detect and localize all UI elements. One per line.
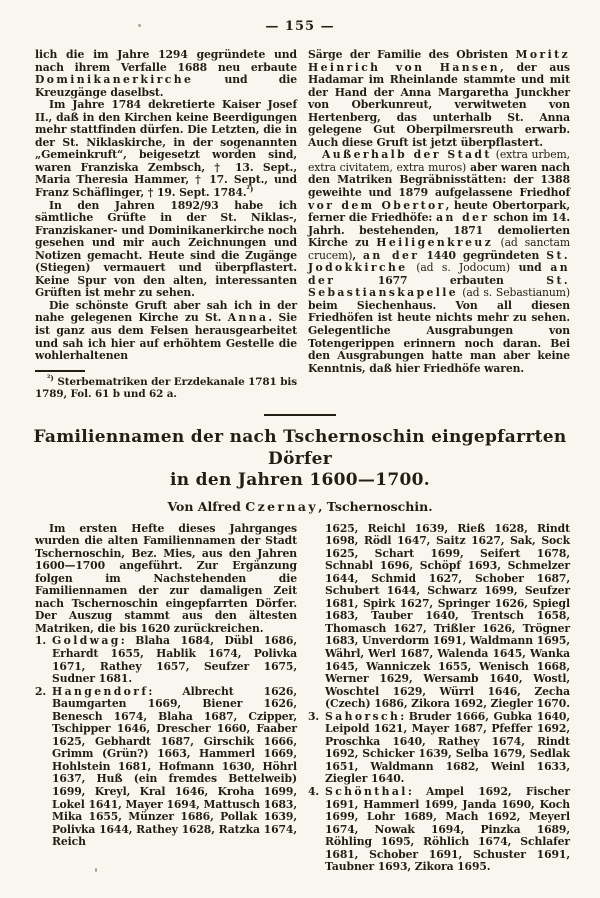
text-run: Von Alfred [167, 498, 246, 514]
article2-left-column [35, 523, 297, 898]
letterspaced-name: Hangendorf [52, 684, 149, 698]
text-run: : Albrecht 1626, Baumgarten 1669, Biener 1626, Benesch 1674, Blaha 1687, Czipper, Tschipper 1646, Drescher 1660, Faaber 1625, Gebhardt 1687, Girschik 1666, Grimm (Grün?) 1663, Hammerl 1669, Hohlstein 1681, Hofmann 1630, Höhrl 1637, Huß (ein fremdes Bettelweib) 1699, Kreyl, Kral 1646, Kroha 1699, Lokel 1641, Mayer 1694, Mattusch 1683, Mika 1655, Münzer 1686, Pollak 1639, Polivka 1644, Rathey 1628, Ratzka 1674, Reich [52, 684, 297, 849]
list-item-number: 2. [35, 684, 47, 698]
letterspaced-name: an der [436, 211, 490, 225]
article2-title [0, 427, 600, 492]
text-run: In den Jahren 1892/93 habe ich sämtliche Grüfte in der St. Niklas-, Franziskaner- und Dominikanerkirche noch gesehen und mir auch Zeichnungen und Notizen gemacht. Heute sind die Zugänge (Stiegen) vermauert und überpflastert. Keine Spur von den alten, interessanten Grüften ist mehr zu sehen. [35, 198, 297, 300]
list-item-number: 1. [35, 634, 47, 648]
latin-phrase: (ad sanctam crucem) [308, 236, 570, 262]
paragraph [308, 149, 570, 375]
article2-title-line2: in den Jahren 1600—1700. [170, 470, 430, 490]
list-item-text [35, 98, 297, 199]
letterspaced-name: vor dem Obertor [308, 198, 446, 212]
footnote-marker: ²) [246, 184, 254, 194]
text-run: Im Jahre 1784 dekretierte Kaiser Josef II., daß in den Kirchen keine Beerdigungen mehr stattfinden dürfen. Die Letzten, die in der St. Niklaskirche, in der sogenannten „Gemeinkruft“, beigesetzt worden sind, waren Franziska Zembsch, † 13. Sept., Maria Theresia Hammer, † 17. Sept., und Franz Schäflinger, † 19. Sept. 1784. [35, 98, 297, 200]
list-item [35, 635, 297, 685]
footnote-text [35, 373, 297, 400]
text-run: : Bruder 1666, Gubka 1640, Leipold 1621, Mayer 1687, Pfeffer 1692, Proschka 1640, Rathey 1674, Rindt 1692, Schicker 1639, Selba 1679, Sedlak 1651, Waldmann 1682, Weinl 1633, Ziegler 1640. [325, 709, 570, 786]
list-item-text [35, 523, 297, 635]
list-item-text [52, 634, 297, 685]
letterspaced-name: Heiligenkreuz [376, 236, 494, 250]
text-run: , [352, 248, 363, 262]
footnote-separator-rule [35, 370, 85, 372]
text-run: Die schönste Gruft aber sah ich in der nahe gelegenen Kirche zu St. [35, 298, 297, 325]
footnote [35, 373, 297, 400]
list-item [308, 711, 570, 786]
list-item-continuation [308, 523, 570, 711]
list-item-text [35, 49, 297, 99]
text-run [408, 261, 417, 274]
letterspaced-name: Sahorsch [325, 709, 401, 723]
article1-right-text [308, 49, 570, 375]
text-run: beim Siechenhaus. Von all diesen Friedhöfen ist heute nichts mehr zu sehen. Gelegentliche Ausgrabungen von Totengerippen erinnern noch daran. Bei den Ausgrabungen hatte man aber keine Kenntnis, daß hier Friedhöfe waren. [308, 298, 570, 375]
paragraph [308, 49, 570, 149]
article1-left-text [35, 49, 297, 363]
text-run: und die Kreuzgänge daselbst. [35, 73, 297, 99]
text-run: lich die im Jahre 1294 gegründete und nach ihrem Verfalle 1688 neu erbaute [35, 49, 297, 74]
list-item-text [325, 523, 570, 711]
text-run: Sterbematriken der Erzdekanale 1781 bis 1789, Fol. 61 b und 62 a. [35, 375, 297, 400]
article2-right-column [308, 523, 570, 898]
list-item [35, 686, 297, 849]
text-run: 1677 erbauten [335, 273, 547, 287]
list-item-text [52, 685, 297, 849]
letterspaced-name: St. Jodokkirche [308, 248, 570, 275]
list-item [308, 786, 570, 874]
text-run: und [509, 261, 551, 275]
list-item-text [325, 710, 570, 786]
paragraph [35, 300, 297, 363]
list-item-number: 3. [308, 709, 320, 723]
scan-speck [138, 24, 141, 27]
list-item-text [35, 199, 297, 300]
text-run: : Blaha 1684, Dübl 1686, Erhardt 1655, Hablik 1674, Polivka 1671, Rathey 1657, Seufzer 1675, Sudner 1681. [52, 634, 297, 686]
article-separator-rule [264, 414, 336, 416]
text-run: 1440 gegründeten [419, 248, 547, 262]
letterspaced-name: an der [308, 261, 570, 287]
list-item-text [308, 49, 570, 149]
paragraph [35, 200, 297, 300]
page-number: — 155 — [265, 19, 335, 34]
article1-left-column [35, 49, 297, 401]
letterspaced-name: Schönthal [325, 784, 408, 798]
latin-phrase: (ad s. Jodocum) [416, 261, 510, 275]
article2-byline [0, 499, 600, 514]
letterspaced-name: Moritz Heinrich von Hansen [308, 49, 570, 74]
text-run: , heute Obertorpark, ferner die Friedhöfe: [308, 198, 570, 225]
list-item-number: 4. [308, 784, 320, 798]
text-run: 1625, Reichl 1639, Rieß 1628, Rindt 1698, Rödl 1647, Saitz 1627, Sak, Sock 1625, Schart 1699, Seifert 1678, Schnabl 1696, Schöpf 1693, Schmelzer 1644, Schmid 1627, Schober 1687, Schubert 1644, Schwarz 1699, Seufzer 1681, Spirk 1627, Springer 1626, Spiegl 1683, Tauber 1640, Trentsch 1658, Thomasch 1627, Trißler 1626, Trögner 1683, Unverdorm 1691, Waldmann 1695, Währl, Werl 1687, Walenda 1645, Wanka 1645, Wanniczek 1655, Wenisch 1668, Werner 1629, Wersamb 1640, Wostl, Woschtel 1629, Würrl 1646, Zecha (Czech) 1686, Zikora 1692, Ziegler 1670. [325, 522, 570, 711]
letterspaced-name: Goldwag [52, 634, 121, 648]
text-run: schon im 14. Jahrh. bestehenden, 1871 demolierten Kirche zu [308, 211, 570, 250]
text-run: , Tschernoschin. [318, 498, 433, 514]
paragraph [35, 49, 297, 99]
article1-right-column [308, 49, 570, 401]
letterspaced-name: St. Sebastianskapelle [308, 273, 570, 300]
text-run: . Sie ist ganz aus dem Felsen herausgearbeitet und sah ich hier auf erhöhtem Gestelle die wohlerhaltenen [35, 311, 297, 363]
letterspaced-name: Dominikanerkirche [35, 73, 194, 87]
paragraph [35, 523, 297, 636]
text-run: : Ampel 1692, Fischer 1691, Hammerl 1699, Janda 1690, Koch 1699, Lohr 1689, Mach 1692, Meyerl 1674, Nowak 1694, Pinzka 1689, Röhling 1695, Röhlich 1674, Schlafer 1681, Schober 1691, Schuster 1691, Taubner 1693, Zikora 1695. [325, 784, 570, 874]
text-run: aber waren nach den Matriken Begräbnisstätten: der 1388 geweihte und 1879 aufgelassene Friedhof [308, 160, 570, 200]
article1-columns [0, 49, 600, 401]
latin-phrase: (extra urbem, extra civitatem, extra muros) [308, 148, 570, 174]
latin-phrase: (ad s. Sebastianum) [462, 286, 570, 300]
article2-columns [0, 523, 600, 898]
letterspaced-name: Anna [227, 311, 269, 325]
scan-speck [95, 868, 97, 872]
text-run: Im ersten Hefte dieses Jahrganges wurden die alten Familiennamen der Stadt Tschernoschin, Bez. Mies, aus den Jahren 1600—1700 angeführt. Zur Ergänzung folgen im Nachstehenden die Familiennamen der zur damaligen Zeit nach Tschernoschin eingepfarrten Dörfer. Der Auszug stammt aus den ältesten Matriken, die bis 1620 zurückreichen. [35, 522, 297, 635]
letterspaced-name: Außerhalb der Stadt [322, 148, 492, 162]
paragraph [35, 99, 297, 199]
list-item-text [325, 785, 570, 873]
letterspaced-name: an der [362, 248, 420, 262]
list-item-text [308, 148, 570, 374]
article2-title-line1: Familiennamen der nach Tschernoschin eingepfarrten Dörfer [33, 427, 567, 469]
list-item-text [35, 299, 297, 362]
text-run: Särge der Familie des Obristen [308, 49, 516, 61]
footnote-marker: ²) [47, 373, 54, 383]
letterspaced-name: Czernay [245, 498, 319, 514]
text-run: , der aus Hadamar im Rheinlande stammte und mit der Hand der Anna Margaretha Junckher von Oberkunreut, verwitweten von Hertenberg, das unterhalb St. Anna gelegene Gut Oberpilmersreuth erwarb. Auch diese Gruft ist jetzt überpflastert. [308, 60, 570, 149]
